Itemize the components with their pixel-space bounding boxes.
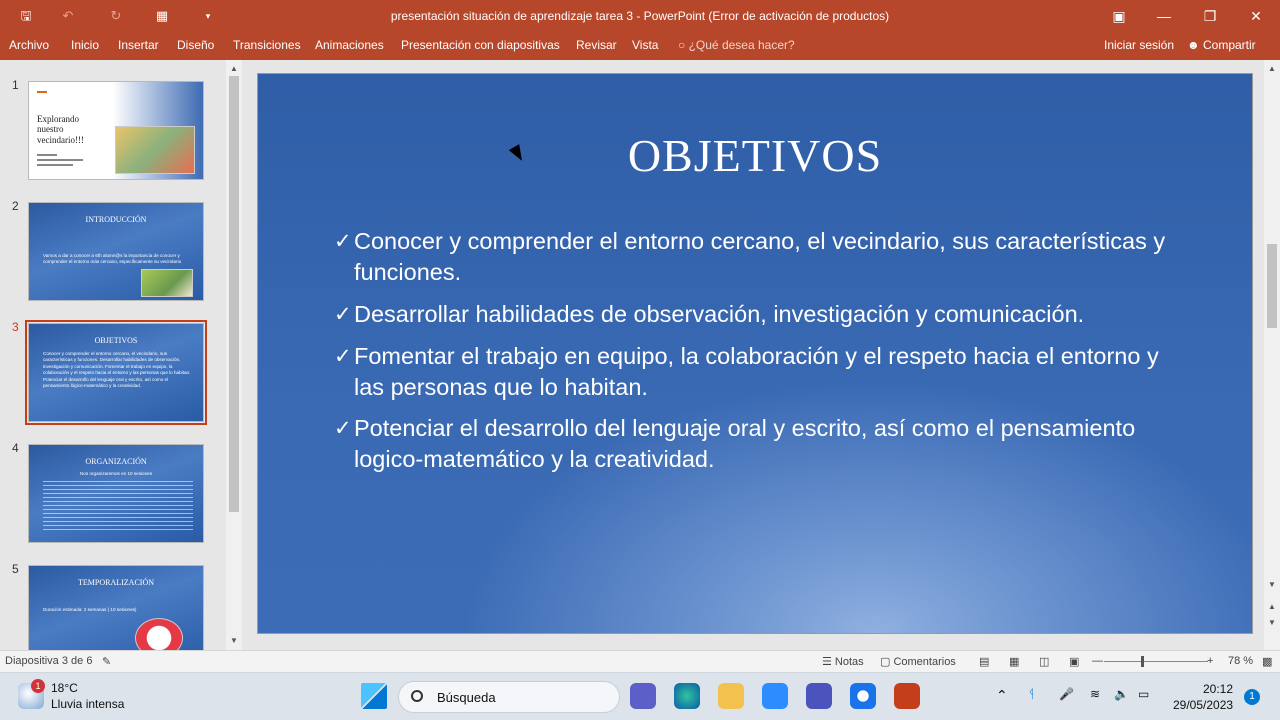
weather-badge: 1: [31, 679, 45, 693]
save-icon[interactable]: 🖫: [20, 8, 32, 23]
search-icon: [411, 690, 423, 702]
chrome-icon[interactable]: [850, 683, 876, 709]
undo-icon[interactable]: ↶: [62, 8, 74, 23]
customize-toolbar-icon[interactable]: ▾: [205, 11, 211, 21]
spell-check-icon[interactable]: ✎: [102, 656, 112, 668]
redo-icon[interactable]: ↻: [110, 8, 122, 23]
slide-title[interactable]: OBJETIVOS: [627, 130, 883, 181]
fit-to-window-icon[interactable]: ▩: [1262, 656, 1273, 668]
weather-temp: 18°C: [51, 681, 78, 695]
accent-bar: [37, 91, 47, 93]
clock-illustration: [135, 618, 183, 650]
thumbnail-number: 4: [12, 441, 19, 455]
bullet-text: Potenciar el desarrollo del lenguaje oral y escrito, así como el pensamiento logico-matemático y la creatividad.: [354, 415, 1136, 472]
thumbnail-slide-2[interactable]: [28, 202, 204, 301]
thumbnail-title: Explorando nuestro vecindario!!!: [37, 114, 84, 145]
thumbnail-number: 3: [12, 320, 19, 334]
checkmark-icon: ✓: [334, 229, 352, 253]
window-title: presentación situación de aprendizaje tarea 3 - PowerPoint (Error de activación de productos): [390, 9, 890, 23]
thumbnail-number: 2: [12, 199, 19, 213]
thumbnail-title: TEMPORALIZACIÓN: [78, 578, 154, 587]
microphone-icon[interactable]: 🎤: [1059, 687, 1074, 701]
thumbnail-slide-3[interactable]: [28, 323, 204, 422]
thumbnail-slide-4[interactable]: [28, 444, 204, 543]
bullet-item[interactable]: [334, 341, 1194, 403]
search-label: Búsqueda: [437, 690, 496, 705]
thumbnail-text: Nos organizaremos en 10 sesiones: [79, 471, 152, 476]
tab-presentacion[interactable]: Presentación con diapositivas: [401, 38, 560, 52]
slide-sorter-icon[interactable]: ▦: [1009, 656, 1020, 668]
tab-vista[interactable]: Vista: [632, 38, 659, 52]
weather-desc: Lluvia intensa: [51, 697, 125, 711]
edge-icon[interactable]: [674, 683, 700, 709]
tab-transiciones[interactable]: Transiciones: [233, 38, 301, 52]
wifi-icon[interactable]: ≋: [1090, 687, 1101, 701]
zoom-app-icon[interactable]: [762, 683, 788, 709]
checkmark-icon: ✓: [334, 416, 352, 440]
share-button[interactable]: [1187, 38, 1256, 52]
tab-insertar[interactable]: Insertar: [118, 38, 159, 52]
bullet-text: Fomentar el trabajo en equipo, la colaboración y el respeto hacia el entorno y las personas que lo habitan.: [354, 343, 1159, 400]
bluetooth-icon[interactable]: ᛩ: [1028, 687, 1036, 701]
tell-me-label: ¿Qué desea hacer?: [688, 38, 795, 52]
slide-canvas[interactable]: [257, 73, 1253, 634]
zoom-slider[interactable]: [1104, 661, 1208, 662]
thumbnail-title: INTRODUCCIÓN: [85, 215, 147, 224]
scrollbar-thumb[interactable]: [1267, 244, 1277, 328]
scrollbar-thumb[interactable]: [229, 76, 239, 512]
thumbnail-title: ORGANIZACIÓN: [85, 457, 147, 466]
slideshow-icon[interactable]: ▣: [1069, 656, 1080, 668]
slide-counter: Diapositiva 3 de 6: [5, 655, 93, 667]
taskbar-search[interactable]: [398, 681, 620, 713]
teams-icon[interactable]: [806, 683, 832, 709]
thumbnail-text: Vamos a dar a conocer a 6th alumn@s la importancia de conocer y comprender el entorno más cercano, específicamente su vecindario: [43, 253, 182, 265]
start-icon[interactable]: [361, 683, 387, 709]
lightbulb-icon: ○: [678, 38, 686, 52]
powerpoint-icon[interactable]: [894, 683, 920, 709]
scroll-up-icon[interactable]: ▲: [1268, 64, 1276, 73]
start-from-beginning-icon[interactable]: ▦: [155, 8, 169, 23]
bullet-item[interactable]: [334, 413, 1194, 475]
volume-icon[interactable]: 🔈: [1114, 687, 1129, 701]
checkmark-icon: ✓: [334, 344, 352, 368]
share-label: Compartir: [1202, 38, 1256, 52]
ribbon-tabs: [0, 32, 1280, 60]
tell-me-search[interactable]: [678, 38, 795, 52]
thumbnail-dense-text: [43, 481, 193, 533]
thumbnail-text: Duración estimada: 2 semanas ( 10 sesiones): [43, 607, 137, 612]
notes-label: Notas: [834, 656, 864, 668]
teams-chat-icon[interactable]: [630, 683, 656, 709]
zoom-slider-knob[interactable]: [1141, 656, 1144, 667]
comments-button[interactable]: ▢ Comentarios: [880, 656, 956, 668]
thumbnail-title: OBJETIVOS: [94, 336, 138, 345]
comments-label: Comentarios: [893, 656, 956, 668]
notes-button[interactable]: ☰ Notas: [822, 656, 864, 668]
previous-slide-icon[interactable]: ▲: [1268, 602, 1276, 611]
thumbnail-slide-1[interactable]: [28, 81, 204, 180]
title-bar: [0, 0, 1280, 32]
tab-inicio[interactable]: Inicio: [71, 38, 100, 52]
checkmark-icon: ✓: [334, 302, 352, 326]
person-icon: ☻: [1187, 38, 1200, 52]
zoom-out-button[interactable]: —: [1092, 655, 1103, 667]
taskbar: [0, 672, 1280, 720]
bullet-text: Desarrollar habilidades de observación, investigación y comunicación.: [354, 301, 1085, 327]
thumbnail-number: 5: [12, 562, 19, 576]
ribbon-display-options-icon[interactable]: ▣: [1112, 8, 1126, 24]
clock-date[interactable]: 29/05/2023: [1173, 698, 1234, 712]
status-bar: [0, 650, 1280, 672]
town-illustration: [141, 269, 193, 297]
tab-animaciones[interactable]: Animaciones: [315, 38, 384, 52]
zoom-in-button[interactable]: +: [1207, 655, 1214, 667]
chevron-up-icon[interactable]: ⌃: [996, 687, 1008, 703]
clock-time[interactable]: 20:12: [1203, 682, 1234, 696]
minimize-button[interactable]: —: [1157, 8, 1171, 24]
bullet-item[interactable]: [334, 299, 1194, 330]
file-explorer-icon[interactable]: [718, 683, 744, 709]
thumbnail-text: Conocer y comprender el entorno cercano, el vecindario, sus características y funciones. Desarrollar habilidades de observación, investigación y comunicación. Fomentar el trabajo en equipo, la colaboración y el respeto hacia el entorno y las personas que lo habitan. Potenciar el desarrollo del lenguaje oral y escrito, así como el pensamiento lógico-matemático y la creatividad.: [43, 351, 191, 389]
reading-view-icon[interactable]: ◫: [1039, 656, 1050, 668]
battery-icon[interactable]: ▭: [1138, 687, 1150, 701]
bullet-text: Conocer y comprender el entorno cercano, el vecindario, sus características y funciones.: [354, 228, 1166, 285]
neighborhood-illustration: [115, 126, 195, 174]
close-button[interactable]: ✕: [1250, 8, 1262, 24]
thumbnail-subtitle-lines: [37, 154, 97, 168]
sign-in-link[interactable]: Iniciar sesión: [1104, 38, 1175, 52]
notification-count[interactable]: 1: [1244, 689, 1260, 705]
zoom-level[interactable]: 78 %: [1228, 655, 1254, 667]
thumbnail-pane: [0, 60, 226, 650]
tab-archivo[interactable]: Archivo: [9, 38, 50, 52]
work-area: [0, 60, 1280, 650]
next-slide-icon[interactable]: ▼: [1268, 618, 1276, 627]
scroll-up-icon[interactable]: ▲: [230, 64, 238, 73]
restore-button[interactable]: ❐: [1203, 8, 1217, 24]
slide-scrollbar[interactable]: [1264, 60, 1280, 650]
thumbnail-scrollbar[interactable]: [226, 60, 242, 650]
tab-revisar[interactable]: Revisar: [576, 38, 617, 52]
thumbnail-slide-5[interactable]: [28, 565, 204, 650]
normal-view-icon[interactable]: ▤: [979, 656, 990, 668]
scroll-down-icon[interactable]: ▼: [230, 636, 238, 645]
tab-diseno[interactable]: Diseño: [177, 38, 215, 52]
bullet-item[interactable]: [334, 226, 1194, 288]
thumbnail-number: 1: [12, 78, 19, 92]
scroll-down-icon[interactable]: ▼: [1268, 580, 1276, 589]
